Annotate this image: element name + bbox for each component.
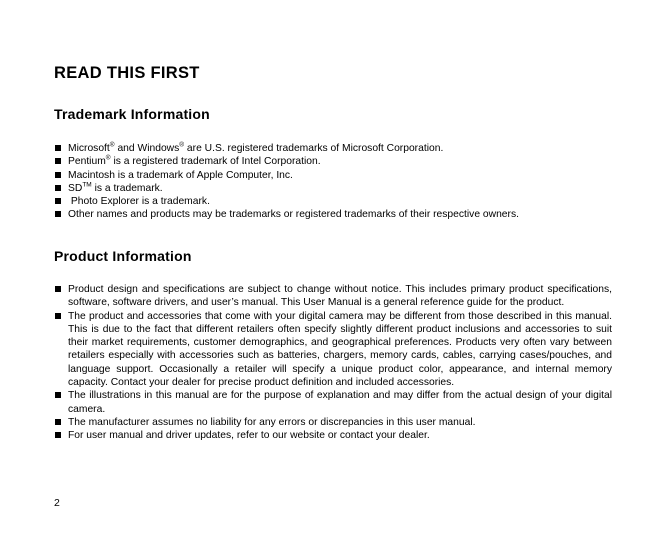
bullet-square-icon xyxy=(55,313,61,319)
trademark-heading: Trademark Information xyxy=(54,106,210,122)
list-item: The manufacturer assumes no liability for any errors or discrepancies in this user manual. xyxy=(54,416,612,429)
bullet-square-icon xyxy=(55,198,61,204)
list-item: Pentium® is a registered trademark of Intel Corporation. xyxy=(54,155,612,168)
page-number: 2 xyxy=(54,497,60,509)
list-item: Other names and products may be trademarks or registered trademarks of their respective owners. xyxy=(54,208,612,221)
page-title: READ THIS FIRST xyxy=(54,64,200,82)
list-item: Product design and specifications are subject to change without notice. This includes primary product specifications, software, software drivers, and user’s manual. This User Manual is a general reference guide for the product. xyxy=(54,283,612,310)
list-item: Microsoft® and Windows® are U.S. registered trademarks of Microsoft Corporation. xyxy=(54,142,612,155)
bullet-square-icon xyxy=(55,158,61,164)
list-item: SD™ is a trademark. xyxy=(54,182,612,195)
list-item: The product and accessories that come with your digital camera may be different from those described in this manual. This is due to the fact that different retailers often specify slightly different product inclusions and accessories to suit their market requirements, customer demographics, and geographical preferences. Products very often vary between retailers especially with accessories such as batteries, chargers, memory cards, cables, carrying cases/pouches, and language support. Occasionally a retailer will specify a unique product color, appearance, and internal memory capacity. Contact your dealer for precise product definition and included accessories. xyxy=(54,310,612,390)
bullet-square-icon xyxy=(55,211,61,217)
product-list xyxy=(54,283,612,443)
bullet-square-icon xyxy=(55,145,61,151)
bullet-square-icon xyxy=(55,392,61,398)
product-heading: Product Information xyxy=(54,248,192,264)
list-item: The illustrations in this manual are for the purpose of explanation and may differ from the actual design of your digital camera. xyxy=(54,389,612,416)
bullet-square-icon xyxy=(55,172,61,178)
list-item: Photo Explorer is a trademark. xyxy=(54,195,612,208)
list-item: For user manual and driver updates, refer to our website or contact your dealer. xyxy=(54,429,612,442)
trademark-list xyxy=(54,142,612,222)
bullet-square-icon xyxy=(55,185,61,191)
bullet-square-icon xyxy=(55,286,61,292)
list-item: Macintosh is a trademark of Apple Computer, Inc. xyxy=(54,169,612,182)
bullet-square-icon xyxy=(55,432,61,438)
bullet-square-icon xyxy=(55,419,61,425)
